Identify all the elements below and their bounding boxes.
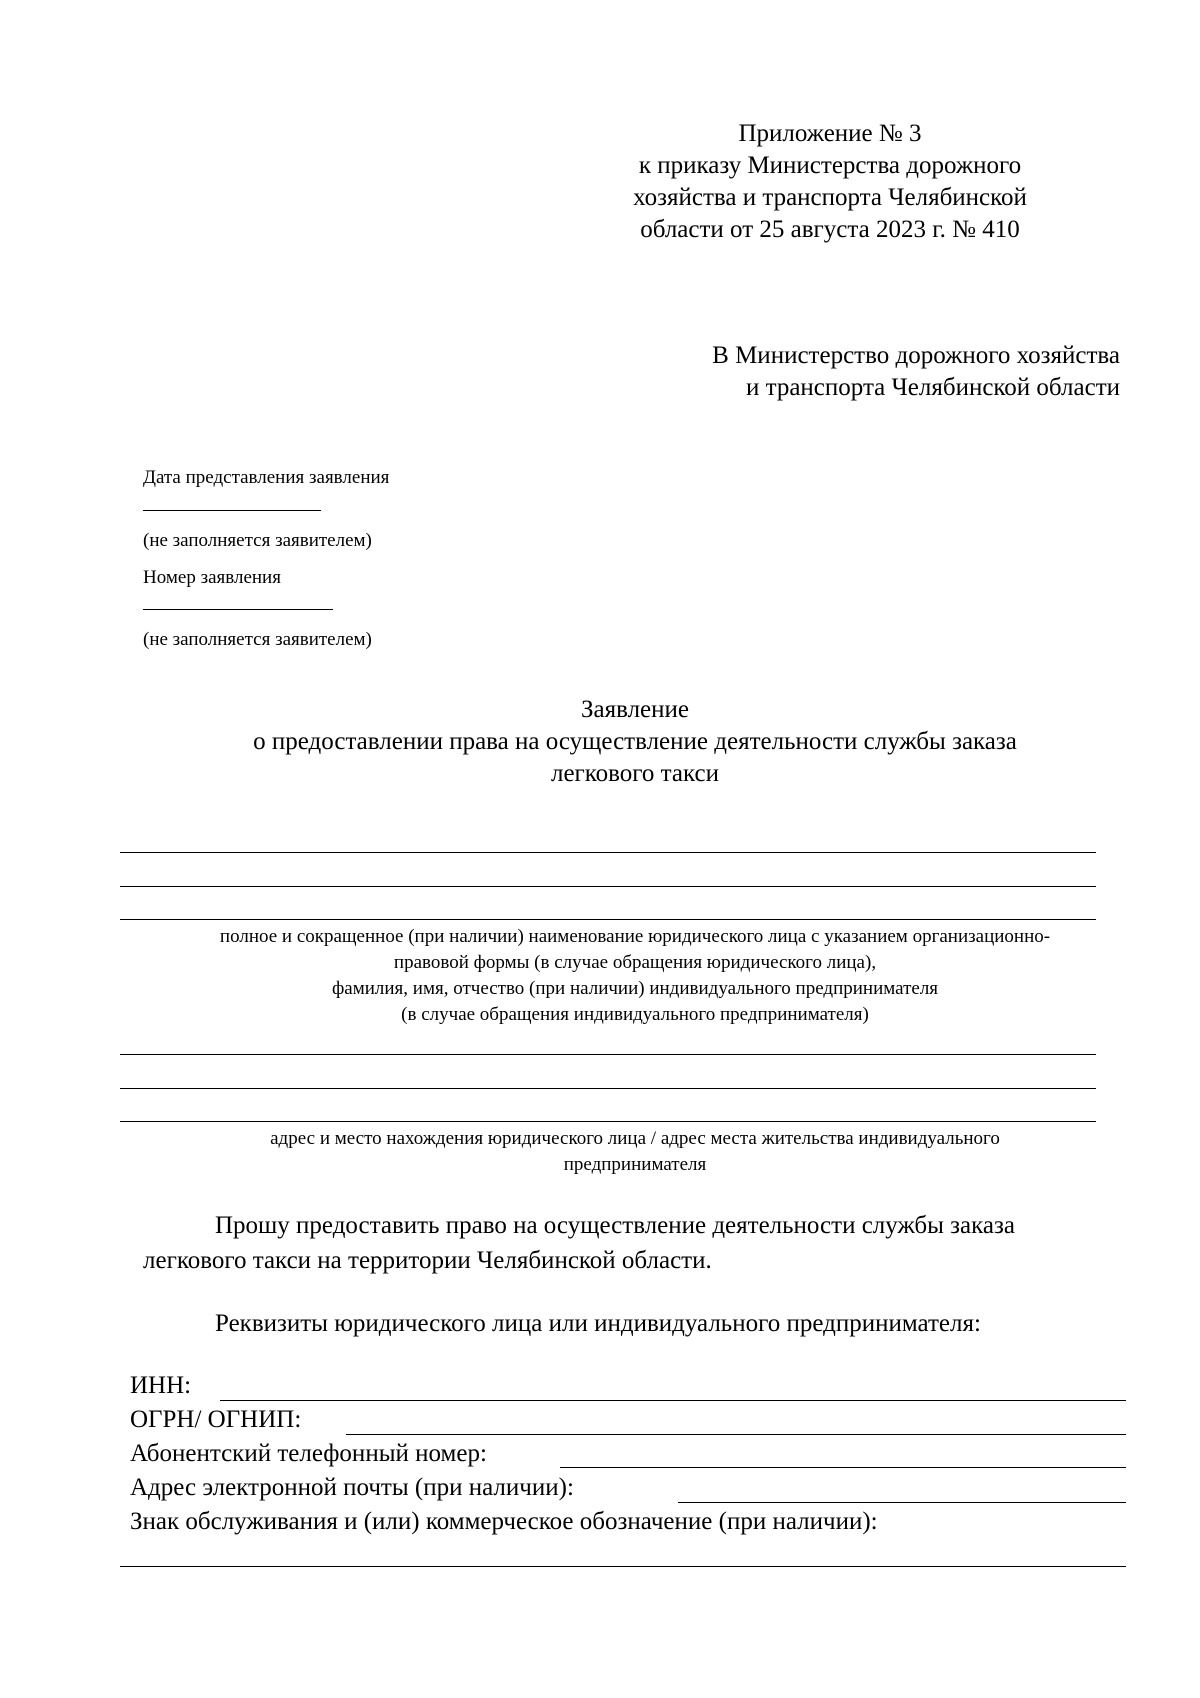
address-caption-line-1: адрес и место нахождения юридического лица / адрес места жительства индивидуального [270, 1128, 1000, 1149]
number-label: Номер заявления [143, 567, 281, 588]
document-title [100, 694, 1170, 790]
appendix-line-2: к приказу Министерства дорожного [638, 152, 1022, 179]
addressee [600, 340, 1120, 404]
date-note: (не заполняется заявителем) [143, 530, 372, 551]
address-line-1 [120, 1054, 1096, 1055]
phone-blank-line [560, 1467, 1126, 1468]
email-label: Адрес электронной почты (при наличии): [130, 1474, 574, 1501]
inn-label: ИНН: [130, 1372, 192, 1399]
ogrn-label: ОГРН/ ОГНИП: [130, 1406, 302, 1433]
appendix-line-4: области от 25 августа 2023 г. № 410 [640, 216, 1020, 243]
trademark-blank-line [120, 1566, 1126, 1567]
email-blank-line [678, 1502, 1126, 1503]
applicant-caption-line-3: фамилия, имя, отчество (при наличии) индивидуального предпринимателя [331, 978, 939, 999]
applicant-caption-line-2: правовой формы (в случае обращения юридического лица), [393, 952, 877, 973]
addressee-line-2: и транспорта Челябинской области [745, 374, 1120, 401]
request-line-1: Прошу предоставить право на осуществление деятельности службы заказа [215, 1212, 1015, 1239]
address-line-3 [120, 1121, 1096, 1122]
date-blank-line [143, 510, 321, 511]
request-line-2: легкового такси на территории Челябинской области. [143, 1247, 712, 1274]
date-label: Дата представления заявления [143, 467, 390, 488]
applicant-caption-line-1: полное и сокращенное (при наличии) наименование юридического лица с указанием организационно- [219, 926, 1051, 947]
applicant-caption-line-4: (в случае обращения индивидуального предпринимателя) [401, 1004, 869, 1025]
appendix-line-1: Приложение № 3 [738, 120, 922, 147]
address-caption-line-2: предпринимателя [563, 1154, 707, 1175]
title-line-3: легкового такси [550, 760, 720, 787]
phone-label: Абонентский телефонный номер: [130, 1440, 487, 1467]
applicant-caption [100, 924, 1170, 1028]
requisites-heading: Реквизиты юридического лица или индивидуального предпринимателя: [215, 1310, 981, 1337]
title-line-2: о предоставлении права на осуществление деятельности службы заказа [253, 728, 1017, 755]
applicant-name-line-3 [120, 919, 1096, 920]
ogrn-blank-line [346, 1434, 1126, 1435]
applicant-name-line-1 [120, 852, 1096, 853]
title-line-1: Заявление [580, 696, 690, 723]
address-line-2 [120, 1088, 1096, 1089]
appendix-line-3: хозяйства и транспорта Челябинской [633, 184, 1027, 211]
trademark-label: Знак обслуживания и (или) коммерческое обозначение (при наличии): [130, 1508, 878, 1535]
addressee-line-1: В Министерство дорожного хозяйства [712, 342, 1120, 369]
inn-blank-line [220, 1400, 1126, 1401]
applicant-name-line-2 [120, 886, 1096, 887]
number-note: (не заполняется заявителем) [143, 629, 372, 650]
appendix-header [560, 118, 1100, 246]
number-blank-line [143, 609, 333, 610]
address-caption [100, 1126, 1170, 1178]
